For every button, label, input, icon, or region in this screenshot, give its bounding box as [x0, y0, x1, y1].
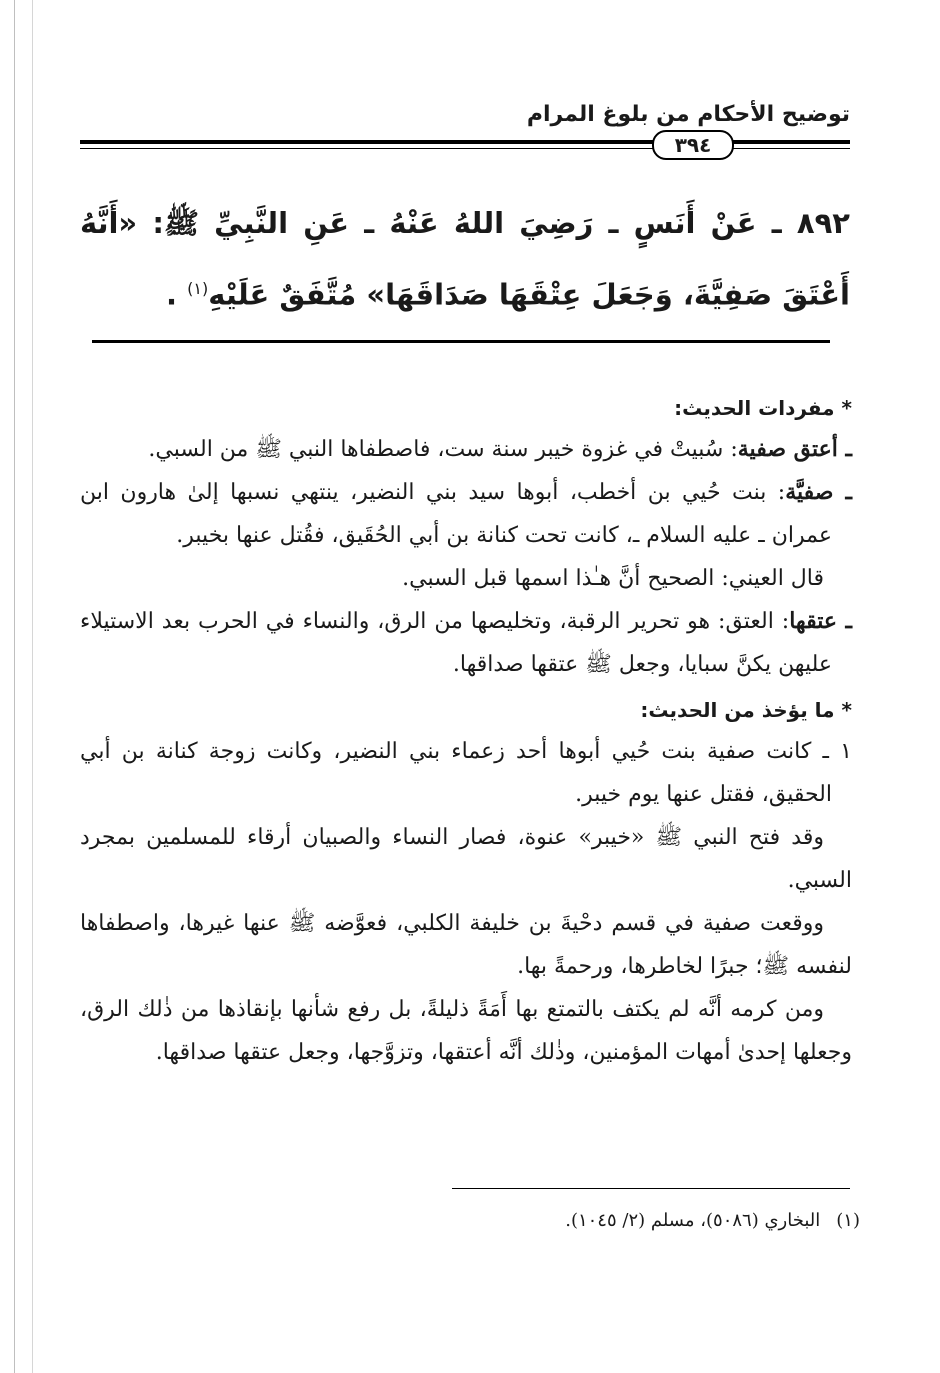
vocab-item [80, 557, 852, 600]
footnote-marker[interactable]: (١) [187, 279, 209, 298]
lessons-heading: * ما يؤخذ من الحديث: [640, 698, 852, 722]
page-header [80, 92, 850, 162]
lesson-paragraph: ووقعت صفية في قسم دحْيةَ بن خليفة الكلبي، فعوَّضه ﷺ عنها غيرها، واصطفاها لنفسه ﷺ؛ جبرًا لخاطرها، ورحمةً بها. [80, 911, 852, 979]
vocab-item [80, 600, 852, 686]
vocab-heading: * مفردات الحديث: [674, 396, 852, 420]
commentary-body [80, 388, 852, 1074]
vocab-definition: : العتق: هو تحرير الرقبة، وتخليصها من الرق، والنساء في الحرب بعد الاستيلاء عليهن يكنَّ سبايا، وجعل ﷺ عتقها صداقها. [80, 609, 832, 677]
footnote-text: البخاري (٥٠٨٦)، مسلم (٢/ ١٠٤٥). [565, 1210, 821, 1231]
hadith-text-block [80, 190, 850, 328]
hadith-number: ٨٩٢ ـ [771, 206, 850, 240]
lesson-paragraph: ١ ـ كانت صفية بنت حُيي أبوها أحد زعماء بني النضير، وكانت زوجة كنانة بن أبي الحقيق، فقتل عنها يوم خيبر. [80, 739, 852, 807]
vocab-term: ـ صفيَّة [785, 479, 852, 505]
lesson-paragraph: وقد فتح النبي ﷺ «خيبر» عنوة، فصار النساء والصبيان أرقاء للمسلمين بمجرد السبي. [80, 825, 852, 893]
header-rule [80, 140, 850, 144]
vocab-item [80, 471, 852, 557]
lesson-paragraph: ومن كرمه أنَّه لم يكتف بالتمتع بها أَمَةً ذليلةً، بل رفع شأنها بإنقاذها من ذٰلك الرق، وجعلها إحدىٰ أمهات المؤمنين، وذٰلك أنَّه أعتقها، وتزوَّجها، وجعل عتقها صداقها. [80, 997, 852, 1065]
binding-line [14, 0, 15, 1373]
section-divider [92, 340, 830, 343]
vocab-term: ـ عتقها [789, 608, 853, 634]
book-title: توضيح الأحكام من بلوغ المرام [526, 102, 850, 127]
vocab-item [80, 428, 852, 471]
footnote [565, 1206, 860, 1236]
footnote-divider [452, 1188, 850, 1189]
binding-line [32, 0, 33, 1373]
vocab-definition: قال العيني: الصحيح أنَّ هـٰذا اسمها قبل السبي. [402, 566, 824, 591]
vocab-definition: : سُبيتْ في غزوة خيبر سنة ست، فاصطفاها النبي ﷺ من السبي. [148, 437, 738, 462]
vocab-definition: : بنت حُيي بن أخطب، أبوها سيد بني النضير، ينتهي نسبها إلىٰ هارون ابن عمران ـ عليه السلام ـ، كانت تحت كنانة بن أبي الحُقَيق، فقُتل عنها بخيبر. [80, 480, 832, 548]
page-number: ٣٩٤ [652, 130, 734, 160]
header-rule-thin [80, 148, 850, 149]
footnote-number: (١) [836, 1210, 860, 1231]
hadith-text: عَنْ أَنَسٍ ـ رَضِيَ اللهُ عَنْهُ ـ عَنِ النَّبِيِّ ﷺ: «أَنَّهُ أَعْتَقَ صَفِيَّةَ، وَجَعَلَ عِتْقَهَا صَدَاقَهَا» مُتَّفَقٌ عَلَيْهِ [80, 206, 850, 312]
hadith-end: . [166, 277, 188, 312]
vocab-term: ـ أعتق صفية [737, 436, 852, 462]
